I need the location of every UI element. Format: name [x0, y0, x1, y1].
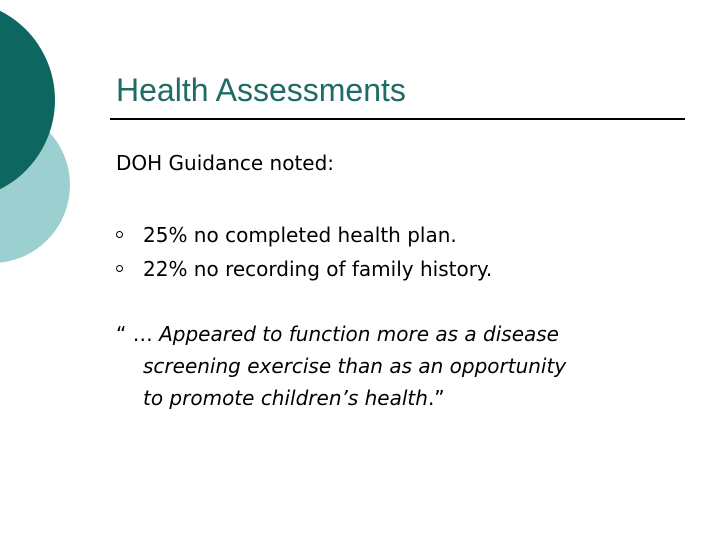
hollow-circle-icon — [116, 265, 123, 272]
quote-text-3: to promote children’s health — [143, 386, 428, 410]
quote-block — [116, 318, 676, 414]
intro-text: DOH Guidance noted: — [116, 151, 335, 175]
hollow-circle-icon — [116, 231, 123, 238]
quote-line-1 — [116, 318, 676, 350]
slide-title: Health Assessments — [116, 72, 406, 108]
quote-line-3 — [116, 382, 676, 414]
quote-line-2: screening exercise than as an opportunity — [143, 354, 567, 378]
bullet-text: 22% no recording of family history. — [143, 257, 493, 281]
title-divider — [110, 118, 685, 120]
quote-open: “ … — [116, 322, 160, 346]
bullet-text: 25% no completed health plan. — [143, 223, 457, 247]
quote-text-1: Appeared to function more as a disease — [159, 322, 559, 346]
decorative-circles — [0, 0, 80, 290]
quote-close: .” — [427, 386, 445, 410]
